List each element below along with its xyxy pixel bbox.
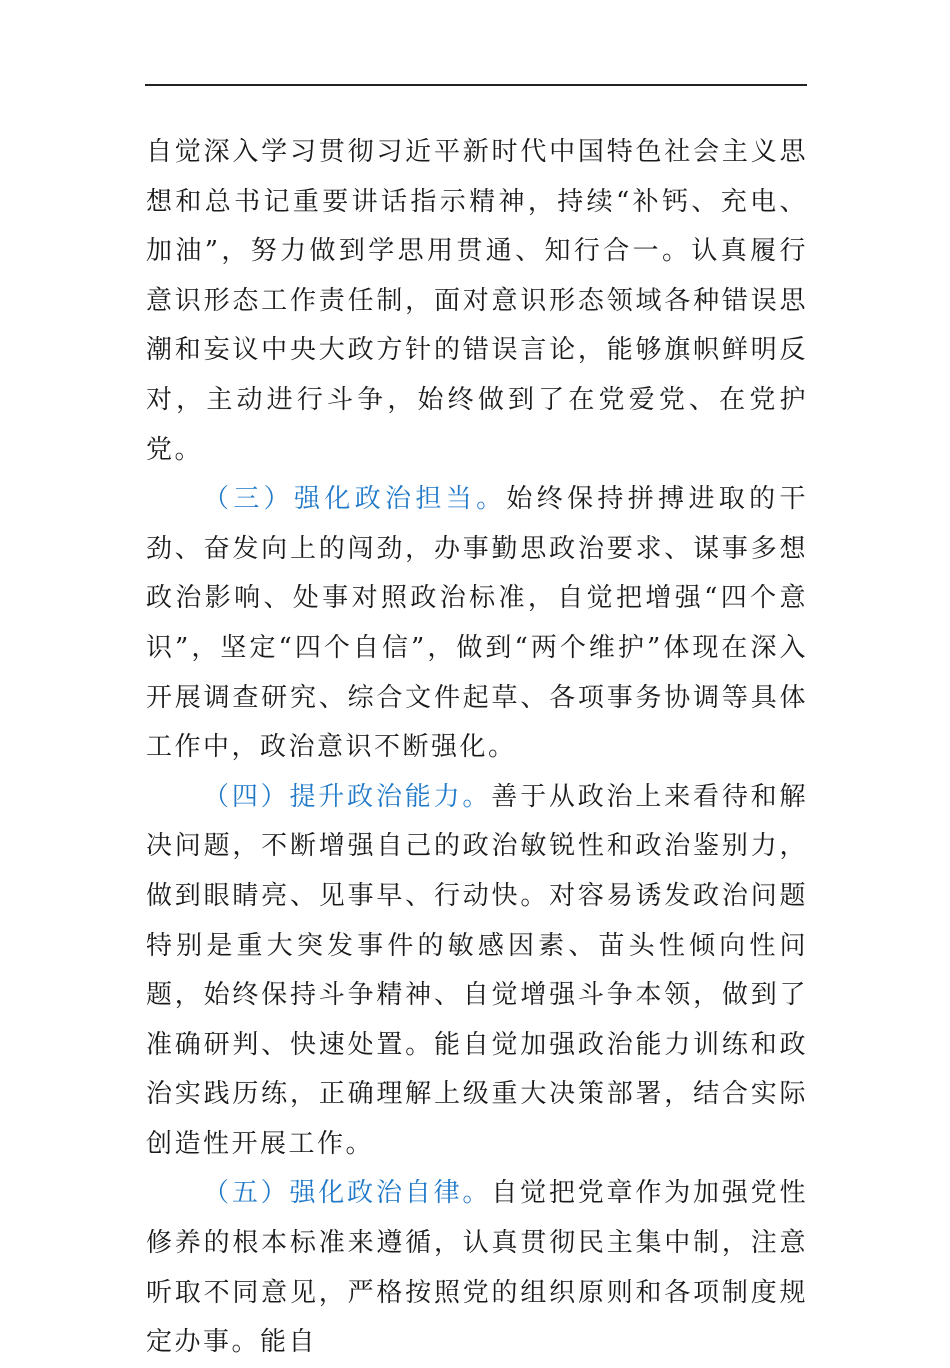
paragraph-body: 始终保持拼搏进取的干劲、奋发向上的闯劲，办事勤思政治要求、谋事多想政治影响、处事对照政治标准，自觉把增强“四个意识”，坚定“四个自信”，做到“两个维护”体现在深入开展调查研究、综合文件起草、各项事务协调等具体工作中，政治意识不断强化。 <box>146 484 808 763</box>
section-heading-4: （四）提升政治能力。 <box>203 781 492 812</box>
paragraph-body: 自觉深入学习贯彻习近平新时代中国特色社会主义思想和总书记重要讲话指示精神，持续“补钙、充电、加油”，努力做到学思用贯通、知行合一。认真履行意识形态工作责任制，面对意识形态领域各种错误思潮和妄议中央大政方针的错误言论，能够旗帜鲜明反对，主动进行斗争，始终做到了在党爱党、在党护党。 <box>146 137 808 465</box>
paragraph-body: 善于从政治上来看待和解决问题，不断增强自己的政治敏锐性和政治鉴别力，做到眼睛亮、见事早、行动快。对容易诱发政治问题特别是重大突发事件的敏感因素、苗头性倾向性问题，始终保持斗争精神、自觉增强斗争本领，做到了准确研判、快速处置。能自觉加强政治能力训练和政治实践历练，正确理解上级重大决策部署，结合实际创造性开展工作。 <box>146 781 808 1159</box>
header-rule <box>145 84 807 86</box>
section-heading-5: （五）强化政治自律。 <box>203 1178 492 1209</box>
paragraph-section-3 <box>146 475 808 773</box>
paragraph-body: 自觉把党章作为加强党性修养的根本标准来遵循，认真贯彻民主集中制，注意听取不同意见，严格按照党的组织原则和各项制度规定办事。能自 <box>146 1178 808 1358</box>
paragraph-section-4 <box>146 773 808 1170</box>
paragraph-continuation <box>146 128 808 475</box>
section-heading-3: （三）强化政治担当。 <box>203 484 507 515</box>
document-body <box>146 128 808 1368</box>
paragraph-section-5 <box>146 1169 808 1367</box>
